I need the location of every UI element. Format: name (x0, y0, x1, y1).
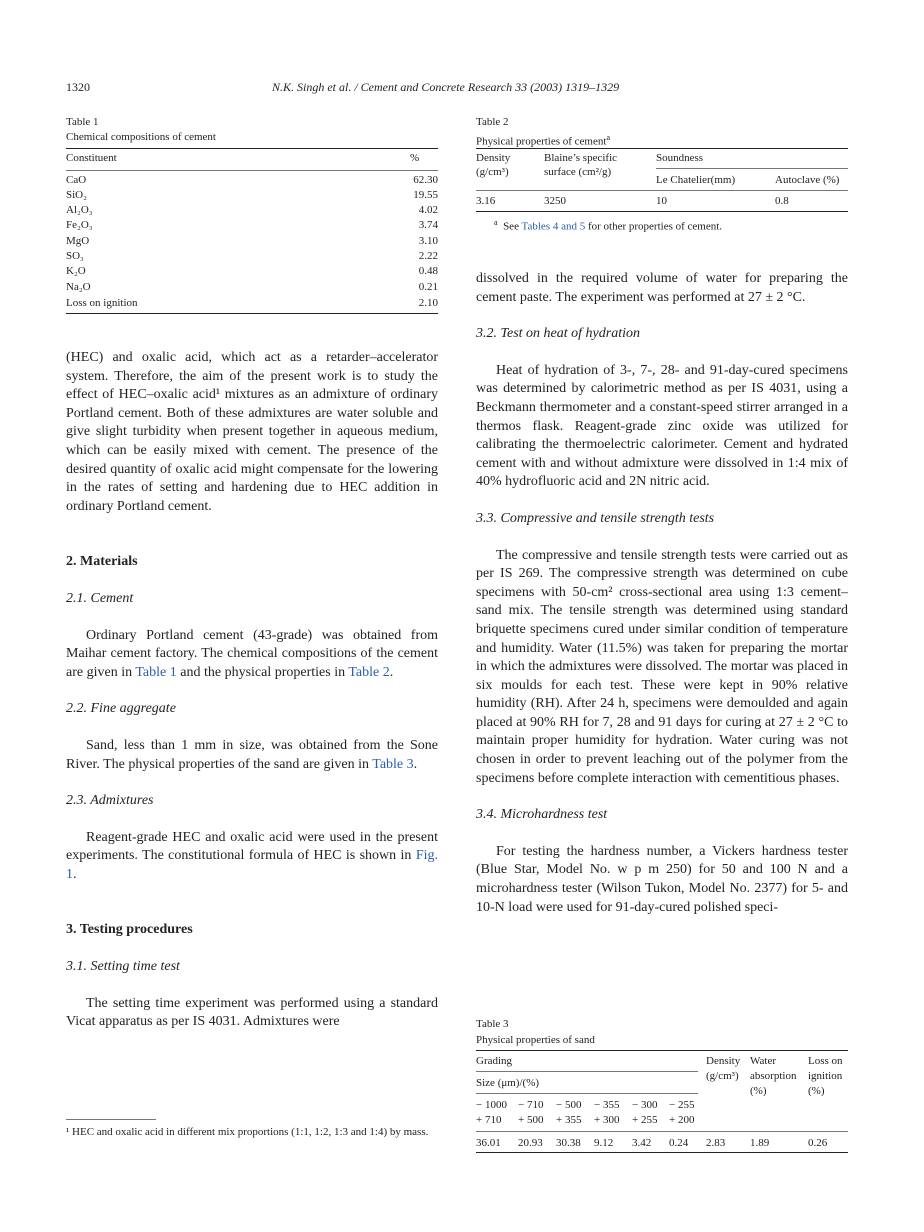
fine-aggregate-paragraph (66, 737, 438, 774)
table-2-link[interactable]: Table 2 (348, 664, 390, 680)
sand-text-b: . (413, 756, 418, 772)
table-1-row-value: 2.10 (418, 297, 438, 309)
setting-time-continued: dissolved in the required volume of water for preparing the cement paste. The experiment was performed at 27 ± 2 °C. (476, 271, 848, 305)
table-2-footnote (494, 216, 722, 234)
heat-of-hydration-paragraph: Heat of hydration of 3-, 7-, 28- and 91-day-cured specimens was determined by calorimetric method as per IS 4031, using a Beckmann thermometer and a constant-speed stirrer arranged in a thermos flask. Reagent-grade zinc oxide was utilized for calibrating the thermoelectric calorimeter. Cement and hydrated cement with and without admixture were dissolved in 1:4 mix of 40% hydrofluoric acid and 2N nitric acid. (476, 362, 848, 490)
table-1-row-value: 0.21 (418, 281, 438, 293)
subsection-3-3-heading: 3.3. Compressive and tensile strength tests (476, 510, 715, 526)
table-3-h-water-3: (%) (750, 1085, 767, 1097)
table-3-h-density-2: (g/cm³) (706, 1070, 739, 1082)
left-column (66, 349, 438, 1032)
table-1-row-value: 0.48 (418, 265, 438, 277)
subsection-3-2-heading: 3.2. Test on heat of hydration (476, 326, 640, 342)
table-2-soundness-rule (656, 168, 848, 169)
table-3-label: Table 3 (476, 1018, 509, 1030)
table-1-label: Table 1 (66, 116, 99, 128)
subsection-3-1-heading: 3.1. Setting time test (66, 959, 180, 975)
table-2-density-value: 3.16 (476, 195, 496, 207)
table-3-size-bottom: + 500 (518, 1114, 544, 1126)
sand-text-a: Sand, less than 1 mm in size, was obtained from the Sone River. The physical properties of the sand are given in (66, 737, 438, 772)
admixtures-paragraph (66, 829, 438, 885)
table-3-value: 0.24 (669, 1137, 689, 1149)
fig-1-link[interactable]: Fig. 1 (66, 848, 439, 882)
table-3-value: 36.01 (476, 1137, 501, 1149)
table-2-h-density-1: Density (476, 152, 511, 164)
page-number: 1320 (66, 80, 90, 94)
table-2-lechatelier-value: 10 (656, 195, 667, 207)
table-3-size-top: − 1000 (476, 1099, 507, 1111)
table-3-density-value: 2.83 (706, 1137, 726, 1149)
table-1-row-value: 2.22 (418, 250, 438, 262)
table-1-row-name: Loss on ignition (66, 297, 138, 309)
table-3-size-bottom: + 710 (476, 1114, 502, 1126)
table-3-h-size: Size (μm)/(%) (476, 1077, 540, 1089)
section-2-heading: 2. Materials (66, 554, 138, 570)
table-2-bottom-rule (476, 211, 848, 212)
setting-time-paragraph: The setting time experiment was performed using a standard Vicat apparatus as per IS 4031. Admixtures were (66, 995, 438, 1030)
table-3-size-bottom: + 300 (594, 1114, 620, 1126)
table-1-caption: Chemical compositions of cement (66, 131, 216, 143)
table-3-h-water-1: Water (750, 1055, 776, 1067)
table-3-h-loss-1: Loss on (808, 1055, 843, 1067)
table-2-footnote-post: for other properties of cement. (587, 220, 723, 233)
strength-paragraph: The compressive and tensile strength tests were carried out as per IS 269. The compressive strength was determined on cube specimens with 50-cm² cross-sectional area using 1:3 cement–sand mix. The tensile strength was determined using standard briquette specimens cured under similar condition of temperature and humidity. Water (11.5%) was taken for preparing the mortar in which the admixtures were dissolved. The mortar was placed in six moulds for each test. These were kept in 90% relative humidity (RH). After 24 h, specimens were demoulded and again placed at 90% RH for 7, 28 and 91 days for curing at 27 ± 2 °C to maintain proper humidity for hydration. Water curing was not chosen in order to prevent leaching out of the polymer from the specimens before complete interaction with cementitious phases. (476, 547, 848, 786)
table-3-size-top: − 300 (632, 1099, 658, 1111)
table-1-header-constituent: Constituent (66, 152, 117, 164)
tables-4-5-link[interactable]: Tables 4 and 5 (521, 220, 586, 233)
table-2-blaine-value: 3250 (544, 195, 566, 207)
cement-text-a: Ordinary Portland cement (43-grade) was obtained from Maihar cement factory. The chemical compositions of the cement are given in (66, 627, 438, 680)
table-3-caption: Physical properties of sand (476, 1034, 595, 1046)
cement-paragraph (66, 627, 438, 683)
table-1-row-value: 3.10 (418, 235, 438, 247)
table-3-value: 30.38 (556, 1137, 581, 1149)
section-3-heading: 3. Testing procedures (66, 922, 193, 938)
table-1-row-name: SO₃ (66, 250, 84, 262)
table-3-h-grading: Grading (476, 1055, 513, 1067)
table-1-row-name: MgO (66, 235, 90, 247)
table-1-row-name: Na₂O (66, 281, 91, 293)
table-3-grading-rule (476, 1071, 698, 1072)
table-2-h-soundness: Soundness (656, 152, 704, 164)
table-2-h-lechatelier: Le Chatelier(mm) (656, 174, 736, 186)
admixtures-text-a: Reagent-grade HEC and oxalic acid were used in the present experiments. The constitutional formula of HEC is shown in (66, 829, 438, 864)
table-3-water-value: 1.89 (750, 1137, 770, 1149)
table-3-h-loss-3: (%) (808, 1085, 825, 1097)
footnote-1: ¹ HEC and oxalic acid in different mix proportions (1:1, 1:2, 1:3 and 1:4) by mass. (66, 1126, 429, 1138)
table-1-row-name: Fe₂O₃ (66, 219, 93, 231)
table-3-size-bottom: + 200 (669, 1114, 695, 1126)
table-2-h-blaine-2: surface (cm²/g) (544, 166, 612, 178)
table-3-h-water-2: absorption (750, 1070, 797, 1082)
microhardness-paragraph: For testing the hardness number, a Vickers hardness tester (Blue Star, Model No. w p m 250) for 50 and 100 N and a microhardness tester (Wilson Tukon, Model No. 2377) for 5- and 10-N load were used for 91-day-cured polished speci- (476, 843, 848, 915)
subsection-3-4-heading: 3.4. Microhardness test (476, 807, 608, 823)
admixtures-text-b: . (73, 866, 77, 882)
table-2-h-autoclave: Autoclave (%) (775, 174, 840, 186)
table-3-size-bottom: + 355 (556, 1114, 582, 1126)
table-2-h-density-2: (g/cm³) (476, 166, 509, 178)
subsection-2-2-heading: 2.2. Fine aggregate (66, 701, 176, 717)
table-2-autoclave-value: 0.8 (775, 195, 789, 207)
table-3-size-top: − 500 (556, 1099, 582, 1111)
footnote-rule (66, 1119, 156, 1120)
table-1-header-percent: % (410, 152, 420, 164)
table-3-value: 9.12 (594, 1137, 614, 1149)
table-2-caption (476, 130, 610, 150)
table-3-link[interactable]: Table 3 (372, 756, 414, 772)
table-3-size-top: − 710 (518, 1099, 544, 1111)
table-1-row-value: 3.74 (418, 219, 438, 231)
table-2-h-blaine-1: Blaine’s specific (544, 152, 618, 164)
table-2-caption-text: Physical properties of cement (476, 135, 607, 148)
table-1-header-rule (66, 170, 438, 171)
table-2-footnote-mark: a (494, 218, 498, 227)
table-3-size-rule (476, 1093, 698, 1094)
table-1-row-name: CaO (66, 174, 87, 186)
table-1-top-rule (66, 148, 438, 149)
table-3-loss-value: 0.26 (808, 1137, 828, 1149)
table-3-value: 3.42 (632, 1137, 652, 1149)
table-3-header-rule (476, 1131, 848, 1132)
table-1-row-name: Al₂O₃ (66, 204, 93, 216)
table-3-size-bottom: + 255 (632, 1114, 658, 1126)
table-3-h-density-1: Density (706, 1055, 741, 1067)
intro-paragraph: (HEC) and oxalic acid, which act as a retarder–accelerator system. Therefore, the aim of the present work is to study the effect of HEC–oxalic acid¹ mixtures as an admixture of ordinary Portland cement. Both of these admixtures are water soluble and give slight turbidity when present together in aqueous medium, which can be easily mixed with cement. The presence of the desired quantity of oxalic acid might compensate for the lowering in the rates of setting and hardening due to HEC addition in ordinary Portland cement. (66, 350, 438, 514)
table-3-bottom-rule (476, 1152, 848, 1153)
table-3-value: 20.93 (518, 1137, 543, 1149)
table-2-top-rule (476, 148, 848, 149)
table-2-caption-note: a (606, 133, 610, 142)
subsection-2-3-heading: 2.3. Admixtures (66, 793, 154, 809)
right-column (476, 270, 848, 917)
table-2-label: Table 2 (476, 116, 509, 128)
table-1-row-value: 62.30 (413, 174, 438, 186)
running-title: N.K. Singh et al. / Cement and Concrete Research 33 (2003) 1319–1329 (272, 80, 620, 94)
cement-text-c: . (389, 664, 394, 680)
table-2-header-rule (476, 190, 848, 191)
subsection-2-1-heading: 2.1. Cement (66, 590, 134, 606)
cement-text-b: and the physical properties in (180, 664, 346, 680)
table-1-bottom-rule (66, 313, 438, 314)
table-1-row-name: K₂O (66, 265, 86, 277)
table-1-row-value: 19.55 (413, 189, 438, 201)
table-3-size-top: − 355 (594, 1099, 620, 1111)
table-3-h-loss-2: ignition (808, 1070, 843, 1082)
table-1-row-name: SiO₂ (66, 189, 87, 201)
table-3-size-top: − 255 (669, 1099, 695, 1111)
table-1-link[interactable]: Table 1 (135, 664, 177, 680)
table-2-footnote-pre: See (503, 220, 519, 233)
table-3-top-rule (476, 1050, 848, 1051)
table-1-row-value: 4.02 (418, 204, 438, 216)
